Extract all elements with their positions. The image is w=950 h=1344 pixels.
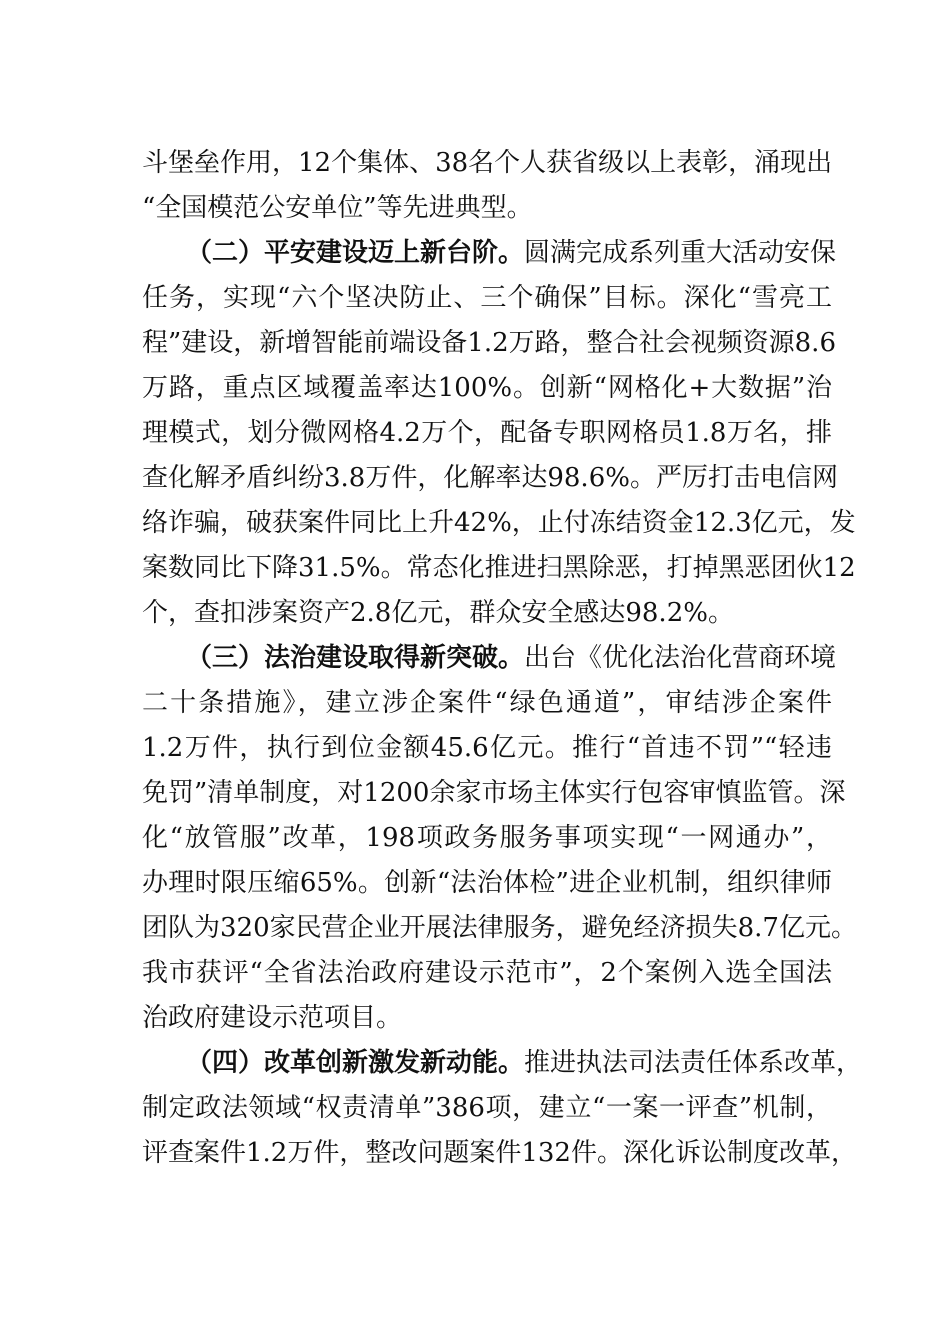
text-run: 圆满完成系列重大活动安保: [524, 238, 837, 268]
text-line: 二十条措施》，建立涉企案件“绿色通道”，审结涉企案件: [142, 688, 832, 718]
section-heading: （四）改革创新激发新动能。: [186, 1048, 525, 1078]
text-run: 出台《优化法治化营商环境: [524, 643, 837, 673]
text-line: 案数同比下降31.5%。常态化推进扫黑除恶，打掉黑恶团伙12: [142, 553, 856, 583]
text-line: 查化解矛盾纠纷3.8万件，化解率达98.6%。严厉打击电信网: [142, 463, 838, 493]
text-line: 1.2万件，执行到位金额45.6亿元。推行“首违不罚”“轻违: [142, 733, 832, 763]
text-line: 络诈骗，破获案件同比上升42%，止付冻结资金12.3亿元，发: [142, 508, 856, 538]
text-line: 程”建设，新增智能前端设备1.2万路，整合社会视频资源8.6: [142, 328, 836, 358]
text-line: 办理时限压缩65%。创新“法治体检”进企业机制，组织律师: [142, 868, 832, 898]
text-line: “全国模范公安单位”等先进典型。: [142, 193, 533, 223]
text-line: 任务，实现“六个坚决防止、三个确保”目标。深化“雪亮工: [142, 283, 832, 313]
text-line: 免罚”清单制度，对1200余家市场主体实行包容审慎监管。深: [142, 778, 846, 808]
text-line: 治政府建设示范项目。: [142, 1003, 403, 1033]
text-line: 个，查扣涉案资产2.8亿元，群众安全感达98.2%。: [142, 598, 734, 628]
text-line: 化“放管服”改革，198项政务服务事项实现“一网通办”，: [142, 823, 832, 853]
text-line: 评查案件1.2万件，整改问题案件132件。深化诉讼制度改革，: [142, 1138, 857, 1168]
text-line: 万路，重点区域覆盖率达100%。创新“网格化+大数据”治: [142, 373, 832, 403]
paragraph-first-line: [186, 238, 837, 268]
section-heading: （三）法治建设取得新突破。: [186, 643, 525, 673]
text-line: 团队为320家民营企业开展法律服务，避免经济损失8.7亿元。: [142, 913, 857, 943]
text-line: 我市获评“全省法治政府建设示范市”，2个案例入选全国法: [142, 958, 832, 988]
paragraph-first-line: [186, 643, 837, 673]
text-line: 制定政法领域“权责清单”386项，建立“一案一评查”机制，: [142, 1093, 832, 1123]
text-line: 理模式，划分微网格4.2万个，配备专职网格员1.8万名，排: [142, 418, 832, 448]
text-line: 斗堡垒作用，12个集体、38名个人获省级以上表彰，涌现出: [142, 148, 833, 178]
section-heading: （二）平安建设迈上新台阶。: [186, 238, 525, 268]
text-run: 推进执法司法责任体系改革，: [524, 1048, 863, 1078]
paragraph-first-line: [186, 1048, 863, 1078]
